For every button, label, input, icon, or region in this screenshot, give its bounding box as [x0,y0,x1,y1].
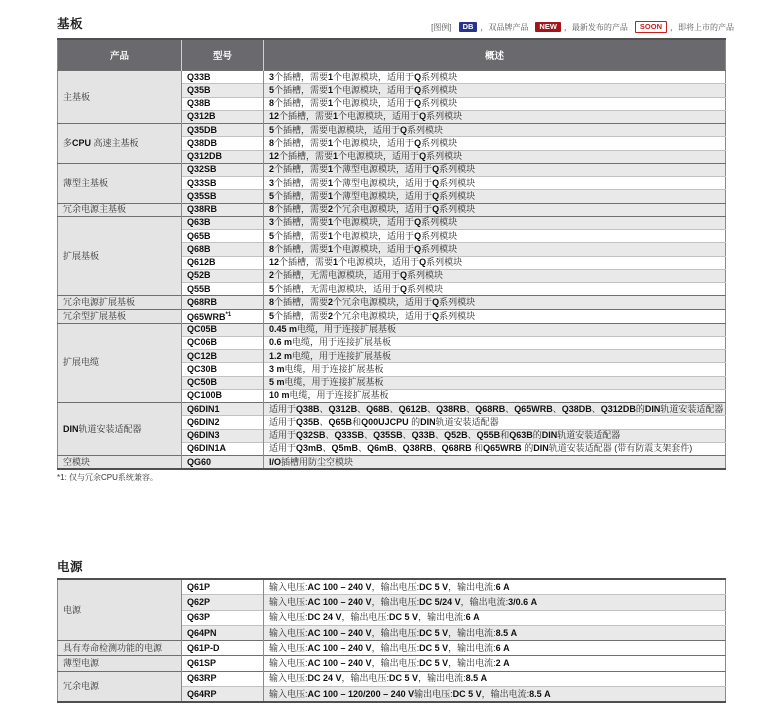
footnote: *1: 仅与冗余CPU系统兼容。 [57,473,158,482]
table-row [58,641,726,656]
description-cell: 5个插槽，需要1个电源模块，适用于Q系列模块 [264,230,726,243]
model-cell: QC06B [182,336,264,349]
model-cell: Q35B [182,84,264,97]
product-group-cell: 电源 [58,579,182,641]
description-cell: 12个插槽，需要1个电源模块，适用于Q系列模块 [264,150,726,163]
description-cell: 5个插槽，需要1个电源模块，适用于Q系列模块 [264,84,726,97]
description-cell: 8个插槽，需要1个电源模块，适用于Q系列模块 [264,97,726,110]
table-row [58,456,726,470]
description-cell: 适用于Q35B、Q65B和Q00UJCPU 的DIN轨道安装适配器 [264,416,726,429]
description-cell: 输入电压:AC 100 – 120/200 – 240 V输出电压:DC 5 V，输出电流:8.5 A [264,687,726,703]
model-cell: QC30B [182,363,264,376]
db-badge: DB [459,22,478,32]
table-row [58,309,726,323]
table-row [58,71,726,84]
description-cell: 输入电压:AC 100 – 240 V，输出电压:DC 5/24 V，输出电流:3/0.6 A [264,595,726,610]
product-group-cell: 空模块 [58,456,182,470]
model-cell: Q61P-D [182,641,264,656]
baseplate-table [57,38,726,470]
power-table [57,578,726,703]
description-cell: 5个插槽，需要电源模块，适用于Q系列模块 [264,124,726,137]
description-cell: 1.2 m电缆，用于连接扩展基板 [264,350,726,363]
legend-new-label: ，最新发布的产品 [563,22,628,32]
model-cell: Q61P [182,579,264,595]
table-row [58,323,726,336]
description-cell: 输入电压:AC 100 – 240 V，输出电压:DC 5 V，输出电流:8.5 A [264,625,726,640]
model-cell: QG60 [182,456,264,470]
description-cell: 8个插槽，需要2个冗余电源模块，适用于Q系列模块 [264,296,726,309]
model-cell: Q68RB [182,296,264,309]
legend-soon-label: ，即将上市的产品 [670,22,734,32]
model-cell: QC100B [182,389,264,402]
model-cell: Q6DIN1A [182,442,264,455]
description-cell: 3个插槽，需要1个电源模块，适用于Q系列模块 [264,216,726,229]
model-cell: Q61SP [182,656,264,671]
model-cell: Q33SB [182,177,264,190]
table-row [58,403,726,416]
product-group-cell: 冗余电源主基板 [58,203,182,216]
model-cell: Q64PN [182,625,264,640]
section-title-power: 电源 [57,560,84,574]
model-cell: Q312B [182,110,264,123]
description-cell: 适用于Q38B、Q312B、Q68B、Q612B、Q38RB、Q68RB、Q65WRB、Q38DB、Q312DB的DIN轨道安装适配器 [264,403,726,416]
description-cell: 适用于Q32SB、Q33SB、Q35SB、Q33B、Q52B、Q55B和Q63B的DIN轨道安装适配器 [264,429,726,442]
model-cell: Q32SB [182,163,264,176]
product-group-cell: 多CPU 高速主基板 [58,124,182,164]
model-cell: Q6DIN2 [182,416,264,429]
model-cell: Q6DIN1 [182,403,264,416]
model-cell: Q38RB [182,203,264,216]
table-header-row [58,39,726,71]
product-group-cell: 薄型主基板 [58,163,182,203]
table-row [58,203,726,216]
model-cell: Q63P [182,610,264,625]
product-group-cell: 冗余型扩展基板 [58,309,182,323]
description-cell: 10 m电缆，用于连接扩展基板 [264,389,726,402]
description-cell: I/O插槽用防尘空模块 [264,456,726,470]
model-cell: Q38DB [182,137,264,150]
table-row [58,163,726,176]
model-cell: Q52B [182,269,264,282]
description-cell: 输入电压:AC 100 – 240 V，输出电压:DC 5 V，输出电流:6 A [264,579,726,595]
legend [431,21,734,33]
description-cell: 2个插槽，无需电源模块，适用于Q系列模块 [264,269,726,282]
column-header-overview: 概述 [264,39,726,71]
description-cell: 适用于Q3mB、Q5mB、Q6mB、Q38RB、Q68RB 和Q65WRB 的DIN轨道安装适配器 (带有防震支架套件) [264,442,726,455]
model-cell: QC50B [182,376,264,389]
product-group-cell: 冗余电源 [58,671,182,702]
table-row [58,216,726,229]
legend-db-label: ，双品牌产品 [480,22,529,32]
model-cell: Q33B [182,71,264,84]
description-cell: 8个插槽，需要2个冗余电源模块，适用于Q系列模块 [264,203,726,216]
product-group-cell: 扩展电缆 [58,323,182,403]
description-cell: 12个插槽，需要1个电源模块，适用于Q系列模块 [264,256,726,269]
model-cell: Q35DB [182,124,264,137]
model-cell: Q312DB [182,150,264,163]
section-title-baseplate: 基板 [57,17,84,31]
product-group-cell: 薄型电源 [58,656,182,671]
model-cell: Q68B [182,243,264,256]
table-row [58,671,726,686]
product-group-cell: DIN轨道安装适配器 [58,403,182,456]
model-cell: Q63B [182,216,264,229]
description-cell: 输入电压:DC 24 V，输出电压:DC 5 V，输出电流:6 A [264,610,726,625]
column-header-model: 型号 [182,39,264,71]
description-cell: 5 m电缆，用于连接扩展基板 [264,376,726,389]
product-group-cell: 主基板 [58,71,182,124]
model-cell: QC05B [182,323,264,336]
description-cell: 8个插槽，需要1个电源模块，适用于Q系列模块 [264,137,726,150]
description-cell: 12个插槽，需要1个电源模块，适用于Q系列模块 [264,110,726,123]
product-group-cell: 扩展基板 [58,216,182,296]
description-cell: 输入电压:DC 24 V，输出电压:DC 5 V，输出电流:8.5 A [264,671,726,686]
model-cell: Q38B [182,97,264,110]
model-cell: Q55B [182,283,264,296]
model-cell: Q612B [182,256,264,269]
new-badge: NEW [535,22,561,32]
description-cell: 8个插槽，需要1个电源模块，适用于Q系列模块 [264,243,726,256]
column-header-product: 产品 [58,39,182,71]
soon-badge: SOON [635,21,667,33]
description-cell: 5个插槽，需要2个冗余电源模块，适用于Q系列模块 [264,309,726,323]
model-cell: QC12B [182,350,264,363]
model-cell: Q65WRB$^{*1}$ [182,309,264,323]
description-cell: 2个插槽，需要1个薄型电源模块，适用于Q系列模块 [264,163,726,176]
table-row [58,124,726,137]
model-cell: Q63RP [182,671,264,686]
description-cell: 0.6 m电缆，用于连接扩展基板 [264,336,726,349]
description-cell: 0.45 m电缆，用于连接扩展基板 [264,323,726,336]
table-row [58,579,726,595]
description-cell: 3个插槽，需要1个电源模块，适用于Q系列模块 [264,71,726,84]
description-cell: 3个插槽，需要1个薄型电源模块，适用于Q系列模块 [264,177,726,190]
table-row [58,296,726,309]
model-cell: Q35SB [182,190,264,203]
description-cell: 输入电压:AC 100 – 240 V，输出电压:DC 5 V，输出电流:6 A [264,641,726,656]
table-row [58,656,726,671]
legend-prefix: [图例] [431,22,452,32]
description-cell: 5个插槽，需要1个薄型电源模块，适用于Q系列模块 [264,190,726,203]
description-cell: 3 m电缆，用于连接扩展基板 [264,363,726,376]
product-group-cell: 具有寿命检测功能的电源 [58,641,182,656]
model-cell: Q62P [182,595,264,610]
product-group-cell: 冗余电源扩展基板 [58,296,182,309]
description-cell: 5个插槽，无需电源模块，适用于Q系列模块 [264,283,726,296]
model-cell: Q6DIN3 [182,429,264,442]
description-cell: 输入电压:AC 100 – 240 V，输出电压:DC 5 V，输出电流:2 A [264,656,726,671]
model-cell: Q65B [182,230,264,243]
model-cell: Q64RP [182,687,264,703]
